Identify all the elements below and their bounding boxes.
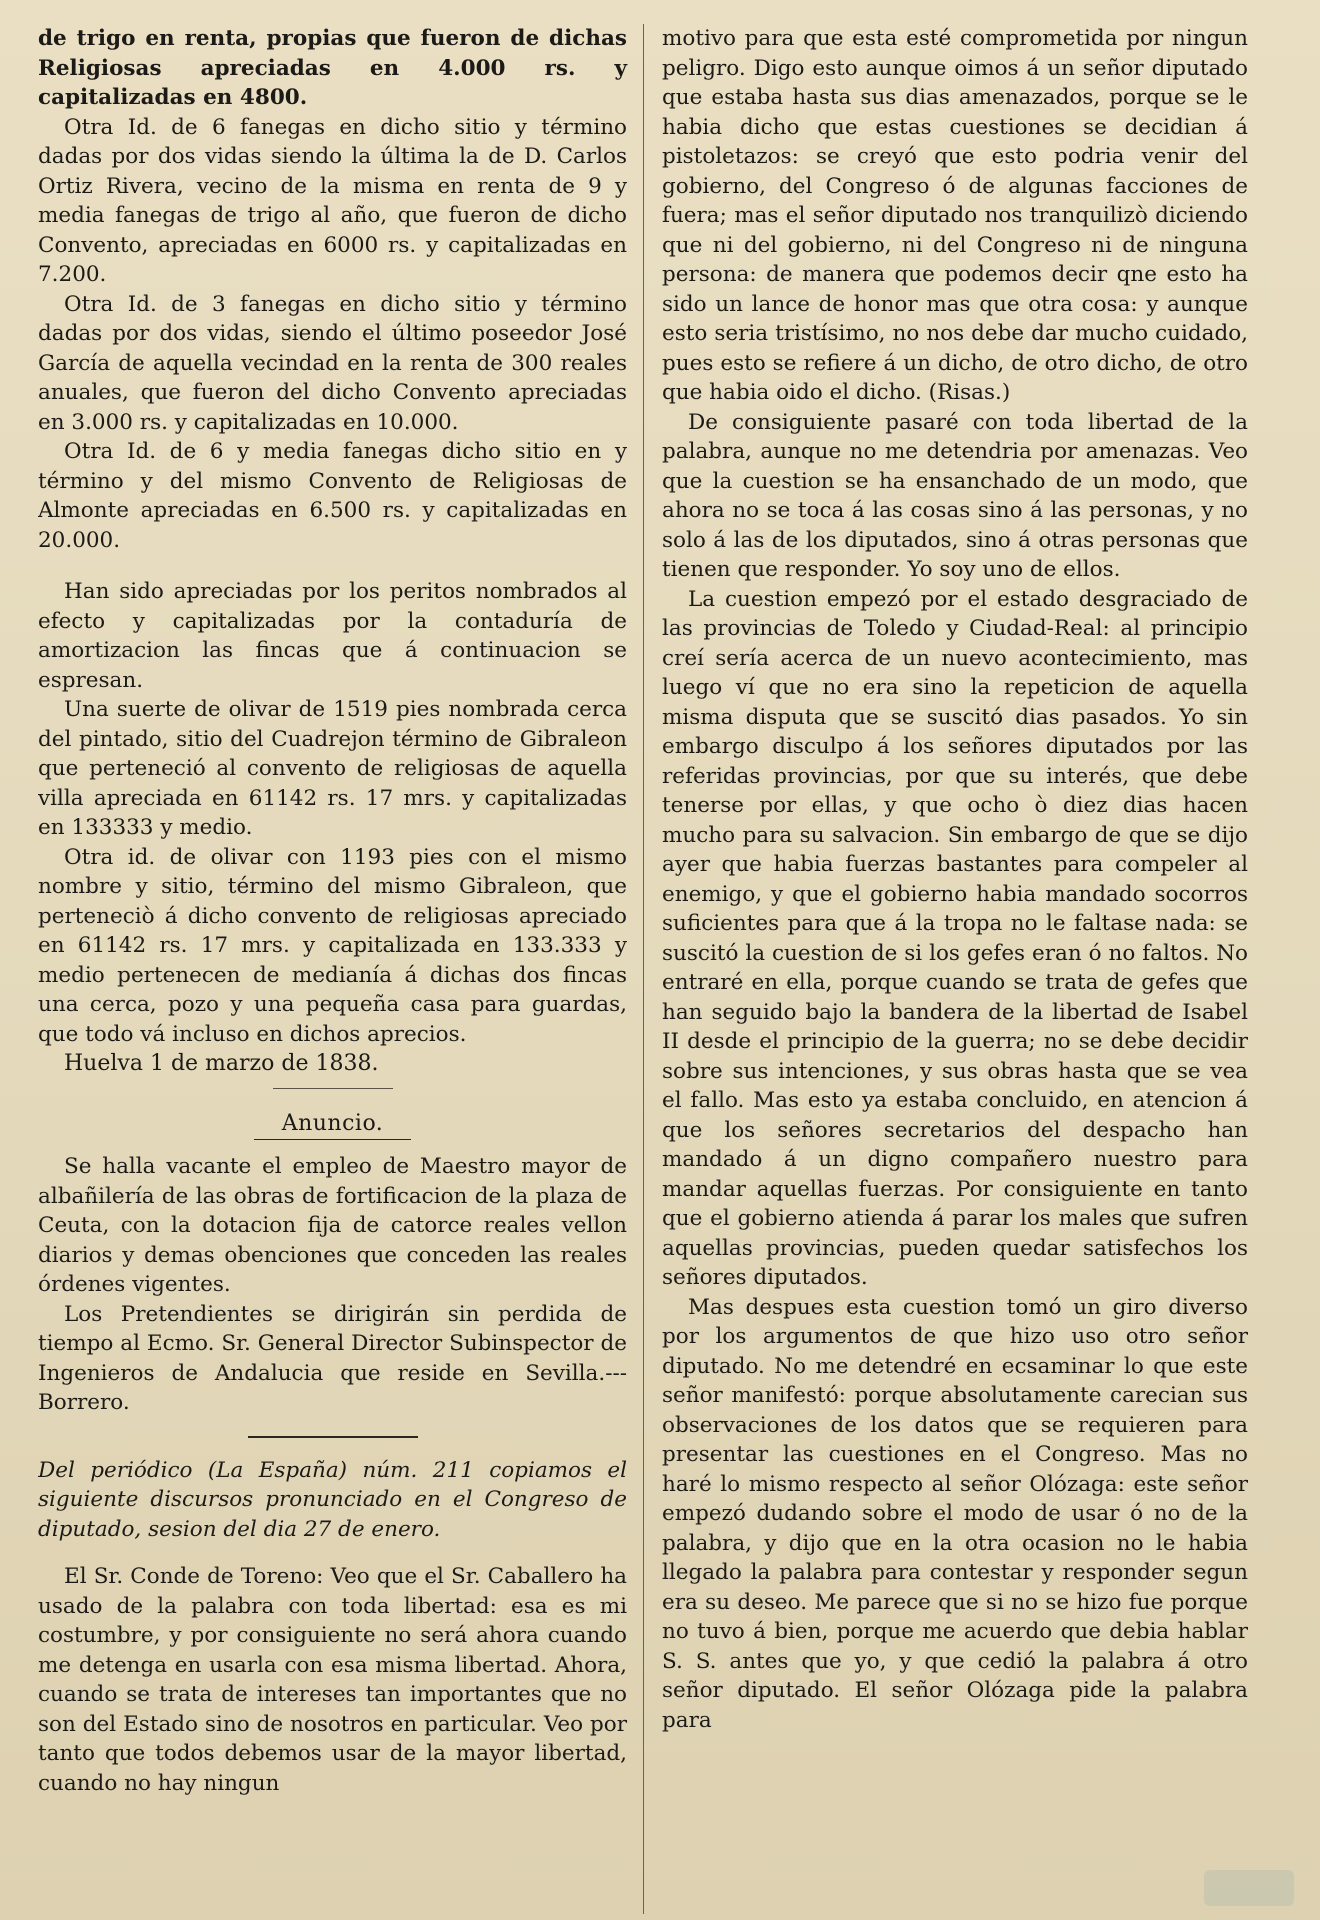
two-column-layout [38,24,1282,1914]
paragraph: Una suerte de olivar de 1519 pies nombrada cerca del pintado, sitio del Cuadrejon término de Gibraleon que perteneció al convento de religiosas de aquella villa apreciada en 61142 rs. 17 mrs. y capitalizadas en 133333 y medio. [38,697,627,840]
paragraph: Otra Id. de 6 y media fanegas dicho sitio en y término y del mismo Convento de Religiosas de Almonte apreciadas en 6.500 rs. y capitalizadas en 20.000. [38,439,627,553]
speech-start: El Sr. Conde de Toreno: Veo que el Sr. Caballero ha usado de la palabra con toda libertad: esa es mi costumbre, y por consiguiente no será ahora cuando me detenga en usarla con esa misma libertad. Ahora, cuando se trata de intereses tan importantes que no son del Estado sino de nosotros en particular. Veo por tanto que todos debemos usar de la mayor libertad, cuando no hay ningun [38,1564,627,1796]
right-column [643,24,1248,1914]
left-column [38,24,643,1914]
dateline: Huelva 1 de marzo de 1838. [64,1051,379,1076]
property-listings [38,24,627,1049]
paragraph: Los Pretendientes se dirigirán sin perdida de tiempo al Ecmo. Sr. General Director Subinspector de Ingenieros de Andalucia que reside en Sevilla.---Borrero. [38,1301,627,1415]
paragraph: Mas despues esta cuestion tomó un giro diverso por los argumentos de que hizo uso otro señor diputado. No me detendré en ecsaminar lo que este señor manifestó: porque absolutamente carecian sus observaciones de los datos que se requieren para presentar las cuestiones en el Congreso. Mas no haré lo mismo respecto al señor Olózaga: este señor empezó dudando sobre el modo de usar ó no de la palabra, y dijo que en la otra ocasion no le habia llegado la palabra para contestar y responder segun era su deseo. Me parece que si no se hizo fue porque no tuvo á bien, porque me acuerdo que debia hablar S. S. antes que yo, y que cedió la palabra á otro señor diputado. El señor Olózaga pide la palabra para [662,1294,1248,1733]
section-heading: Anuncio. [38,1111,627,1140]
paragraph: motivo para que esta esté comprometida por ningun peligro. Digo esto aunque oimos á un señor diputado que estaba hasta sus dias amenazados, porque se le habia dicho que estas cuestiones se decidian á pistoletazos: se creyó que esto podria venir del gobierno, del Congreso ó de algunas facciones de fuera; mas el señor diputado nos tranquilizò diciendo que ni del gobierno, ni del Congreso ni de ninguna persona: de manera que podemos decir qne esto ha sido un lance de honor mas que otra cosa: y aunque esto seria tristísimo, no nos debe dar mucho cuidado, pues esto se refiere á un dicho, de otro dicho, de otro que habia oido el dicho. (Risas.) [662,26,1248,405]
divider [248,1436,418,1438]
divider [273,1088,393,1089]
speech-continuation [662,24,1248,1735]
paragraph: Otra id. de olivar con 1193 pies con el mismo nombre y sitio, término del mismo Gibraleon, que perteneciò á dicho convento de religiosas apreciado en 61142 rs. 17 mrs. y capitalizada en 133.333 y medio pertenecen de medianía á dichas dos fincas una cerca, pozo y una pequeña casa para guardas, que todo vá incluso en dichos aprecios. [38,844,627,1047]
paragraph: Se halla vacante el empleo de Maestro mayor de albañilería de las obras de fortificacion de la plaza de Ceuta, con la dotacion fija de catorce reales vellon diarios y demas obenciones que conceden las reales órdenes vigentes. [38,1154,627,1297]
paragraph: De consiguiente pasaré con toda libertad de la palabra, aunque no me detendria por amenazas. Veo que la cuestion se ha ensanchado de un modo, que ahora no se toca á las cosas sino á las personas, y no solo á las de los diputados, sino á otras personas que tienen que responder. Yo soy uno de ellos. [662,409,1248,582]
speech-intro: Del periódico (La España) núm. 211 copiamos el siguiente discursos pronunciado en el Congreso de diputado, sesion del dia 27 de enero. [38,1457,627,1542]
paragraph: de trigo en renta, propias que fueron de dichas Religiosas apreciadas en 4.000 rs. y capitalizadas en 4800. [38,26,627,110]
paragraph: Otra Id. de 6 fanegas en dicho sitio y término dadas por dos vidas siendo la última la de D. Carlos Ortiz Rivera, vecino de la misma en renta de 9 y media fanegas de trigo al año, que fueron de dicho Convento, apreciadas en 6000 rs. y capitalizadas en 7.200. [38,114,627,287]
watermark-badge [1204,1870,1294,1906]
paragraph: Han sido apreciadas por los peritos nombrados al efecto y capitalizadas por la contaduría de amortizacion las fincas que á continuacion se espresan. [38,579,627,693]
paragraph: Otra Id. de 3 fanegas en dicho sitio y término dadas por dos vidas, siendo el último poseedor José García de aquella vecindad en la renta de 300 reales anuales, que fueron del dicho Convento apreciadas en 3.000 rs. y capitalizadas en 10.000. [38,291,627,435]
paragraph: La cuestion empezó por el estado desgraciado de las provincias de Toledo y Ciudad-Real: al principio creí sería acerca de un nuevo acontecimiento, mas luego ví que no era sino la repeticion de aquella misma disputa que se suscitó dias pasados. Yo sin embargo disculpo á los señores diputados por las referidas provincias, por que su interés, que debe tenerse por ellas, y que ocho ò diez dias hacen mucho para su salvacion. Sin embargo de que se dijo ayer que habia fuerzas bastantes para compeler al enemigo, y que el gobierno habia mandado socorros suficientes para que á la tropa no le faltase nada: se suscitó la cuestion de si los gefes eran ó no faltos. No entraré en ella, porque cuando se trata de gefes que han seguido bajo la bandera de la libertad de Isabel II desde el principio de la guerra; no se debe decidir sobre sus intenciones, y sus obras hasta que se vea el fallo. Mas esto ya estaba concluido, en atencion á que los señores secretarios del despacho han mandado á un digno compañero nuestro para mandar aquellas fuerzas. Por consiguiente en tanto que el gobierno atienda á parar los males que sufren aquellas provincias, pueden quedar satisfechos los señores diputados. [662,586,1248,1290]
notice-block [38,1152,627,1418]
